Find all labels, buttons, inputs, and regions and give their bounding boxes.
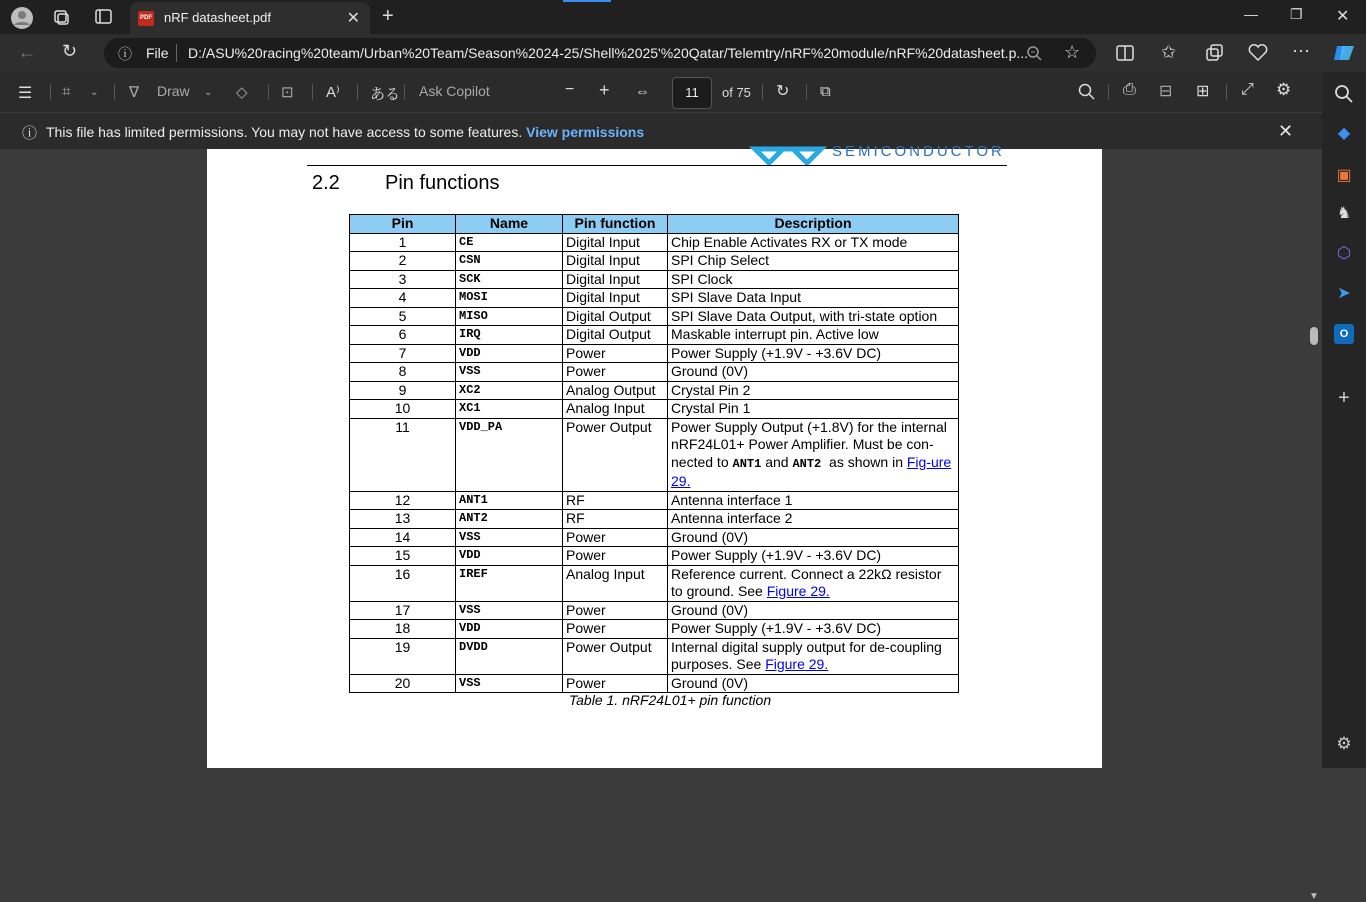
save-as-icon[interactable]: ⊞ <box>1196 83 1210 100</box>
view-permissions-link[interactable]: View permissions <box>526 124 645 140</box>
profile-avatar-icon[interactable] <box>10 6 34 30</box>
figure-29-link[interactable]: Figure 29. <box>766 583 830 599</box>
description-cell: Power Supply (+1.9V - +3.6V DC) <box>668 344 959 363</box>
function-cell: Analog Input <box>563 400 668 419</box>
sidebar-search-icon[interactable] <box>1334 84 1354 104</box>
active-tab[interactable] <box>130 2 370 34</box>
name-cell: VDD <box>456 547 563 566</box>
sidebar-outlook-icon[interactable]: O <box>1334 324 1354 344</box>
window-close-icon[interactable]: ✕ <box>1336 8 1350 25</box>
description-tail: as shown in <box>829 453 903 470</box>
description-cell: SPI Slave Data Output, with tri-state option <box>668 307 959 326</box>
close-tab-icon[interactable]: ✕ <box>346 10 360 27</box>
pin-cell: 12 <box>350 491 456 510</box>
pin-cell: 5 <box>350 307 456 326</box>
pin-cell: 9 <box>350 381 456 400</box>
sidebar-games-icon[interactable]: ♞ <box>1336 205 1352 222</box>
tab-title: nRF datasheet.pdf <box>164 10 271 25</box>
description-text: Power Supply Output (+1.8V) for the internal nRF24L01+ Power Amplifier. Must be con-nected to <box>671 418 947 470</box>
toolbar-divider <box>114 84 115 100</box>
pin-function-table <box>349 214 959 693</box>
toolbar-divider <box>1226 84 1227 100</box>
name-cell: IRQ <box>456 326 563 345</box>
highlight-dropdown-icon[interactable]: ⌄ <box>90 87 99 98</box>
permissions-text: This file has limited permissions. You may not have access to some features. <box>46 124 523 140</box>
table-row <box>350 326 959 345</box>
pin-cell: 14 <box>350 528 456 547</box>
function-cell: Digital Input <box>563 252 668 271</box>
table-row <box>350 601 959 620</box>
header-description: Description <box>668 215 959 234</box>
table-row <box>350 565 959 601</box>
function-cell: Analog Input <box>563 565 668 601</box>
sidebar-tools-icon[interactable]: ▣ <box>1336 167 1352 184</box>
function-cell: RF <box>563 510 668 529</box>
highlight-icon[interactable]: ⌗ <box>62 83 71 100</box>
pin-cell: 16 <box>350 565 456 601</box>
description-cell: Crystal Pin 1 <box>668 400 959 419</box>
pin-cell: 7 <box>350 344 456 363</box>
pin-cell: 3 <box>350 270 456 289</box>
function-cell: Power <box>563 601 668 620</box>
table-row <box>350 381 959 400</box>
page-total: of 75 <box>722 85 751 100</box>
table-row <box>350 289 959 308</box>
favorites-icon[interactable]: ✩ <box>1161 42 1177 62</box>
ask-copilot-button[interactable]: Ask Copilot <box>419 83 490 99</box>
function-cell: Power <box>563 547 668 566</box>
read-aloud-icon[interactable]: A⁾ <box>326 84 340 101</box>
address-bar[interactable] <box>104 38 1096 68</box>
zoom-in-icon[interactable]: + <box>599 80 610 100</box>
function-cell: Power Output <box>563 638 668 674</box>
search-icon[interactable] <box>1078 83 1096 101</box>
description-cell: Ground (0V) <box>668 674 959 693</box>
info-icon: ⓘ <box>22 125 38 142</box>
function-cell: Power <box>563 363 668 382</box>
toolbar-divider <box>50 84 51 100</box>
table-row <box>350 233 959 252</box>
description-cell: Antenna interface 2 <box>668 510 959 529</box>
function-cell: Digital Output <box>563 307 668 326</box>
sidebar-send-icon[interactable]: ➤ <box>1337 285 1351 302</box>
function-cell: Power <box>563 674 668 693</box>
description-cell: Ground (0V) <box>668 601 959 620</box>
print-icon[interactable]: ⎙ <box>1123 81 1136 98</box>
sidebar-shopping-icon[interactable]: ◆ <box>1337 125 1351 142</box>
pdf-toolbar <box>0 72 1322 112</box>
sidebar-microsoft365-icon[interactable]: ⬡ <box>1337 245 1351 262</box>
text-box-icon[interactable]: ⊡ <box>281 84 294 101</box>
function-cell: Digital Input <box>563 289 668 308</box>
page-number-input[interactable]: 11 <box>672 77 712 109</box>
table-caption: Table 1. nRF24L01+ pin function <box>568 692 772 708</box>
name-cell: MISO <box>456 307 563 326</box>
figure-29-link[interactable]: Fig-ure 29. <box>671 453 952 489</box>
fit-to-width-icon[interactable]: ⇔ <box>635 83 650 100</box>
address-bar-row <box>0 34 1366 72</box>
new-tab-icon[interactable]: + <box>382 5 394 27</box>
header-rule <box>307 165 1007 166</box>
header-name: Name <box>456 215 563 234</box>
name-cell: SCK <box>456 270 563 289</box>
draw-icon[interactable]: ∇ <box>129 84 140 101</box>
name-cell: ANT2 <box>456 510 563 529</box>
table-row <box>350 307 959 326</box>
zoom-icon[interactable] <box>1026 45 1042 61</box>
url-text[interactable]: D:/ASU%20racing%20team/Urban%20Team/Season%2024-25/Shell%2025'%20Qatar/Telemtry/nRF%20module/nRF%20datasheet.p... <box>188 45 1029 61</box>
description-cell <box>668 565 959 601</box>
function-cell: Analog Output <box>563 381 668 400</box>
scroll-down-arrow-icon[interactable]: ▼ <box>1309 891 1319 902</box>
header-pin-function: Pin function <box>563 215 668 234</box>
description-cell: Power Supply (+1.9V - +3.6V DC) <box>668 547 959 566</box>
address-divider <box>176 44 177 62</box>
name-cell: IREF <box>456 565 563 601</box>
fullscreen-icon[interactable]: ⤢ <box>1241 81 1254 98</box>
description-cell: SPI Chip Select <box>668 252 959 271</box>
name-cell: VDD <box>456 620 563 639</box>
right-sidebar <box>1322 72 1366 768</box>
function-cell: Digital Output <box>563 326 668 345</box>
pin-cell: 8 <box>350 363 456 382</box>
toolbar-divider <box>268 84 269 100</box>
name-cell: VSS <box>456 674 563 693</box>
toolbar-divider <box>357 84 358 100</box>
pin-cell: 18 <box>350 620 456 639</box>
name-cell: CSN <box>456 252 563 271</box>
description-cell: Ground (0V) <box>668 528 959 547</box>
logo-text: SEMICONDUCTOR <box>832 143 1005 160</box>
pdf-page <box>207 143 1102 768</box>
pin-cell: 1 <box>350 233 456 252</box>
name-cell: VDD <box>456 344 563 363</box>
function-cell: RF <box>563 491 668 510</box>
description-cell: Chip Enable Activates RX or TX mode <box>668 233 959 252</box>
name-cell: MOSI <box>456 289 563 308</box>
pin-cell: 2 <box>350 252 456 271</box>
description-text: Internal digital supply output for de-coupling purposes. See <box>671 638 942 672</box>
description-cell: Antenna interface 1 <box>668 491 959 510</box>
name-cell: VSS <box>456 601 563 620</box>
draw-button[interactable]: Draw <box>157 83 190 99</box>
info-icon[interactable]: ⓘ <box>118 46 132 62</box>
description-cell <box>668 418 959 491</box>
translate-icon[interactable]: ある <box>370 86 401 103</box>
description-cell: Ground (0V) <box>668 363 959 382</box>
pin-cell: 4 <box>350 289 456 308</box>
description-cell: SPI Slave Data Input <box>668 289 959 308</box>
function-cell: Power <box>563 620 668 639</box>
workspaces-icon[interactable] <box>52 8 70 26</box>
toolbar-divider <box>312 84 313 100</box>
sidebar-settings-icon[interactable]: ⚙ <box>1336 734 1352 753</box>
table-row <box>350 363 959 382</box>
pin-cell: 19 <box>350 638 456 674</box>
description-cell: SPI Clock <box>668 270 959 289</box>
function-cell: Digital Input <box>563 233 668 252</box>
scrollbar-thumb[interactable] <box>1310 327 1318 345</box>
table-row <box>350 400 959 419</box>
function-cell: Power Output <box>563 418 668 491</box>
minimize-icon[interactable]: — <box>1244 6 1258 22</box>
close-infobar-icon[interactable]: ✕ <box>1278 121 1294 141</box>
header-pin: Pin <box>350 215 456 234</box>
name-cell: CE <box>456 233 563 252</box>
toolbar-divider <box>762 84 763 100</box>
toolbar-divider <box>1108 84 1109 100</box>
function-cell: Power <box>563 528 668 547</box>
toolbar-divider <box>404 84 405 100</box>
table-row <box>350 252 959 271</box>
pin-cell: 13 <box>350 510 456 529</box>
name-cell: ANT1 <box>456 491 563 510</box>
ant2-ref: ANT2 <box>792 456 822 471</box>
favorite-star-icon[interactable]: ☆ <box>1064 42 1081 62</box>
copilot-icon[interactable] <box>1332 42 1356 64</box>
nordic-logo-icon <box>755 147 821 163</box>
pin-cell: 11 <box>350 418 456 491</box>
name-cell: VSS <box>456 528 563 547</box>
ant1-ref: ANT1 <box>732 456 762 471</box>
description-cell <box>668 638 959 674</box>
table-row <box>350 638 959 674</box>
settings-gear-icon[interactable]: ⚙ <box>1276 80 1292 99</box>
pin-cell: 10 <box>350 400 456 419</box>
name-cell: XC1 <box>456 400 563 419</box>
sidebar-add-icon[interactable]: + <box>1338 387 1350 409</box>
toolbar-divider <box>806 84 807 100</box>
back-arrow-icon[interactable]: ← <box>18 42 36 62</box>
table-row <box>350 344 959 363</box>
restore-icon[interactable]: ❐ <box>1290 6 1303 22</box>
description-cell: Maskable interrupt pin. Active low <box>668 326 959 345</box>
description-cell: Crystal Pin 2 <box>668 381 959 400</box>
name-cell: XC2 <box>456 381 563 400</box>
table-row <box>350 620 959 639</box>
pin-cell: 15 <box>350 547 456 566</box>
pin-cell: 6 <box>350 326 456 345</box>
description-text: Reference current. Connect a 22kΩ resistor to ground. See <box>671 565 942 599</box>
name-cell: DVDD <box>456 638 563 674</box>
draw-dropdown-icon[interactable]: ⌄ <box>204 87 213 98</box>
permissions-message <box>46 124 644 140</box>
more-options-icon[interactable]: ⋯ <box>1292 41 1310 61</box>
page-view-icon[interactable]: ⧉ <box>820 83 831 100</box>
function-cell: Digital Input <box>563 270 668 289</box>
description-and: and <box>765 453 789 470</box>
table-row <box>350 528 959 547</box>
pin-cell: 20 <box>350 674 456 693</box>
table-row <box>350 547 959 566</box>
function-cell: Power <box>563 344 668 363</box>
table-of-contents-icon[interactable]: ☰ <box>18 85 33 102</box>
collections-icon[interactable] <box>1205 44 1223 62</box>
address-scheme: File <box>146 45 169 61</box>
tab-actions-icon[interactable] <box>95 9 113 25</box>
rotate-icon[interactable]: ↻ <box>776 83 790 100</box>
figure-29-link[interactable]: Figure 29. <box>765 656 829 672</box>
refresh-icon[interactable]: ↻ <box>62 41 78 61</box>
zoom-out-icon[interactable]: − <box>565 81 575 98</box>
section-number: 2.2 <box>312 172 340 194</box>
save-icon[interactable]: ⊟ <box>1159 83 1173 100</box>
name-cell: VSS <box>456 363 563 382</box>
browser-essentials-icon[interactable] <box>1248 44 1268 62</box>
table-row <box>350 510 959 529</box>
table-row <box>350 418 959 491</box>
pin-cell: 17 <box>350 601 456 620</box>
description-cell: Power Supply (+1.9V - +3.6V DC) <box>668 620 959 639</box>
table-row <box>350 270 959 289</box>
name-cell: VDD_PA <box>456 418 563 491</box>
title-bar <box>0 0 1366 34</box>
permissions-infobar <box>0 112 1322 150</box>
eraser-icon[interactable]: ◇ <box>236 84 248 101</box>
pdf-viewer[interactable] <box>0 143 1322 902</box>
section-title: Pin functions <box>385 172 500 194</box>
table-row <box>350 674 959 693</box>
accent-indicator <box>563 0 611 2</box>
pdf-file-icon: PDF <box>138 11 154 26</box>
split-screen-icon[interactable] <box>1116 45 1134 61</box>
table-row <box>350 491 959 510</box>
